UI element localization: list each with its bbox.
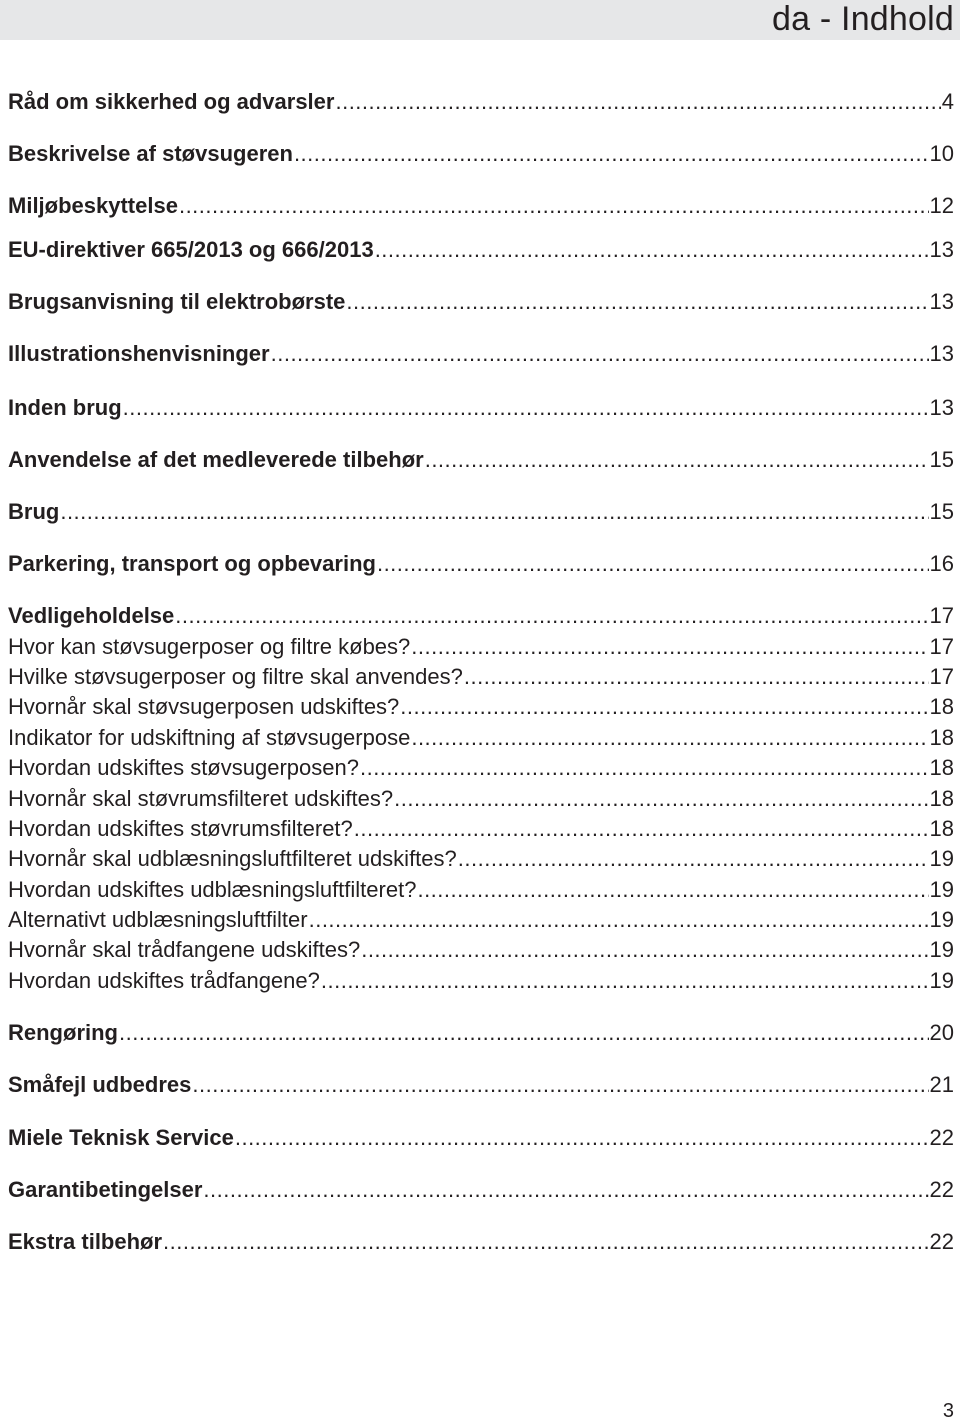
page-number: 3 <box>942 1400 954 1422</box>
toc-entry[interactable] <box>8 876 954 904</box>
toc-entry-page: 19 <box>929 968 954 993</box>
dot-leader <box>394 785 928 813</box>
dot-leader <box>192 1071 928 1099</box>
toc-entry[interactable] <box>8 754 954 782</box>
toc-entry[interactable] <box>8 1071 954 1099</box>
toc-entry[interactable] <box>8 288 954 316</box>
toc-entry[interactable] <box>8 446 954 474</box>
toc-entry-page: 22 <box>929 1125 954 1150</box>
toc-entry-label: Brug <box>8 499 60 524</box>
toc-entry-page: 13 <box>929 289 954 314</box>
dot-leader <box>294 140 929 168</box>
toc-entry[interactable] <box>8 967 954 995</box>
dot-leader <box>179 192 929 220</box>
toc-entry[interactable] <box>8 140 954 168</box>
toc-entry-page: 19 <box>929 846 954 871</box>
dot-leader <box>123 394 929 422</box>
dot-leader <box>361 936 928 964</box>
dot-leader <box>458 845 929 873</box>
dot-leader <box>163 1228 928 1256</box>
toc-entry-label: Hvornår skal udblæsningsluftfilteret udskiftes? <box>8 846 457 871</box>
toc-entry-label: Miljøbeskyttelse <box>8 193 178 218</box>
toc-entry[interactable] <box>8 340 954 368</box>
toc-entry-label: Småfejl udbedres <box>8 1072 192 1097</box>
toc-entry-page: 17 <box>929 603 954 628</box>
toc-entry[interactable] <box>8 1176 954 1204</box>
toc-entry[interactable] <box>8 936 954 964</box>
toc-entry[interactable] <box>8 1228 954 1256</box>
toc-entry[interactable] <box>8 550 954 578</box>
toc-entry[interactable] <box>8 785 954 813</box>
toc-entry[interactable] <box>8 88 954 116</box>
toc-entry-page: 15 <box>929 447 954 472</box>
dot-leader <box>400 693 928 721</box>
toc-entry[interactable] <box>8 1124 954 1152</box>
dot-leader <box>411 724 928 752</box>
toc-entry-page: 17 <box>929 634 954 659</box>
toc-entry-label: Indikator for udskiftning af støvsugerpose <box>8 725 411 750</box>
toc-entry-label: Inden brug <box>8 395 122 420</box>
toc-entry-page: 19 <box>929 907 954 932</box>
toc-entry-label: Rengøring <box>8 1020 118 1045</box>
toc-entry-label: Illustrationshenvisninger <box>8 341 270 366</box>
toc-entry[interactable] <box>8 663 954 691</box>
toc-entry-label: Hvordan udskiftes trådfangene? <box>8 968 320 993</box>
dot-leader <box>203 1176 928 1204</box>
toc-entry-label: Hvordan udskiftes støvrumsfilteret? <box>8 816 353 841</box>
dot-leader <box>354 815 929 843</box>
toc-entry-label: Beskrivelse af støvsugeren <box>8 141 293 166</box>
toc-entry-label: Alternativt udblæsningsluftfilter <box>8 907 308 932</box>
dot-leader <box>271 340 929 368</box>
toc-entry-page: 19 <box>929 937 954 962</box>
toc-entry-page: 4 <box>941 89 954 114</box>
toc-entry-page: 16 <box>929 551 954 576</box>
dot-leader <box>377 550 929 578</box>
dot-leader <box>309 906 929 934</box>
toc-entry-label: Hvornår skal støvrumsfilteret udskiftes? <box>8 786 394 811</box>
toc-entry-page: 12 <box>929 193 954 218</box>
toc-entry-page: 18 <box>929 816 954 841</box>
toc-entry-label: EU-direktiver 665/2013 og 666/2013 <box>8 237 374 262</box>
toc-entry-label: Garantibetingelser <box>8 1177 203 1202</box>
toc-entry-label: Råd om sikkerhed og advarsler <box>8 89 335 114</box>
dot-leader <box>60 498 928 526</box>
header-bar <box>0 0 960 40</box>
toc-entry-page: 18 <box>929 755 954 780</box>
toc-entry-page: 18 <box>929 694 954 719</box>
toc-entry-page: 18 <box>929 725 954 750</box>
dot-leader <box>335 88 940 116</box>
page-title: da - Indhold <box>772 0 954 38</box>
toc-entry-page: 15 <box>929 499 954 524</box>
toc-entry-label: Hvordan udskiftes støvsugerposen? <box>8 755 359 780</box>
toc-entry-label: Hvornår skal støvsugerposen udskiftes? <box>8 694 400 719</box>
dot-leader <box>464 663 929 691</box>
toc-entry-page: 21 <box>929 1072 954 1097</box>
toc-entry[interactable] <box>8 1019 954 1047</box>
dot-leader <box>321 967 929 995</box>
dot-leader <box>119 1019 929 1047</box>
toc-entry-page: 13 <box>929 395 954 420</box>
toc-entry-page: 13 <box>929 341 954 366</box>
toc-entry-label: Vedligeholdelse <box>8 603 175 628</box>
dot-leader <box>417 876 928 904</box>
toc-entry-label: Brugsanvisning til elektrobørste <box>8 289 346 314</box>
toc-entry-page: 19 <box>929 877 954 902</box>
toc-entry-page: 13 <box>929 237 954 262</box>
toc-entry-page: 22 <box>929 1229 954 1254</box>
toc-entry-label: Miele Teknisk Service <box>8 1125 234 1150</box>
toc-entry-label: Hvordan udskiftes udblæsningsluftfilteret? <box>8 877 417 902</box>
toc-entry-page: 18 <box>929 786 954 811</box>
toc-entry[interactable] <box>8 394 954 422</box>
toc-entry-page: 22 <box>929 1177 954 1202</box>
toc-entry[interactable] <box>8 724 954 752</box>
toc-entry[interactable] <box>8 192 954 220</box>
dot-leader <box>375 236 929 264</box>
dot-leader <box>235 1124 929 1152</box>
toc-entry-page: 17 <box>929 664 954 689</box>
dot-leader <box>360 754 929 782</box>
toc-entry-label: Hvilke støvsugerposer og filtre skal anvendes? <box>8 664 463 689</box>
toc-entry[interactable] <box>8 602 954 630</box>
toc-entry[interactable] <box>8 906 954 934</box>
dot-leader <box>411 633 928 661</box>
toc-entry[interactable] <box>8 236 954 264</box>
toc-entry[interactable] <box>8 815 954 843</box>
dot-leader <box>346 288 928 316</box>
dot-leader <box>175 602 928 630</box>
toc-entry[interactable] <box>8 845 954 873</box>
toc-entry[interactable] <box>8 498 954 526</box>
toc-entry-label: Parkering, transport og opbevaring <box>8 551 376 576</box>
toc-entry-label: Hvor kan støvsugerposer og filtre købes? <box>8 634 411 659</box>
toc-entry-page: 10 <box>929 141 954 166</box>
toc-entry-label: Ekstra tilbehør <box>8 1229 163 1254</box>
toc-entry-label: Anvendelse af det medleverede tilbehør <box>8 447 424 472</box>
toc-entry-label: Hvornår skal trådfangene udskiftes? <box>8 937 361 962</box>
dot-leader <box>425 446 929 474</box>
toc-entry[interactable] <box>8 633 954 661</box>
toc-entry[interactable] <box>8 693 954 721</box>
toc-entry-page: 20 <box>929 1020 954 1045</box>
